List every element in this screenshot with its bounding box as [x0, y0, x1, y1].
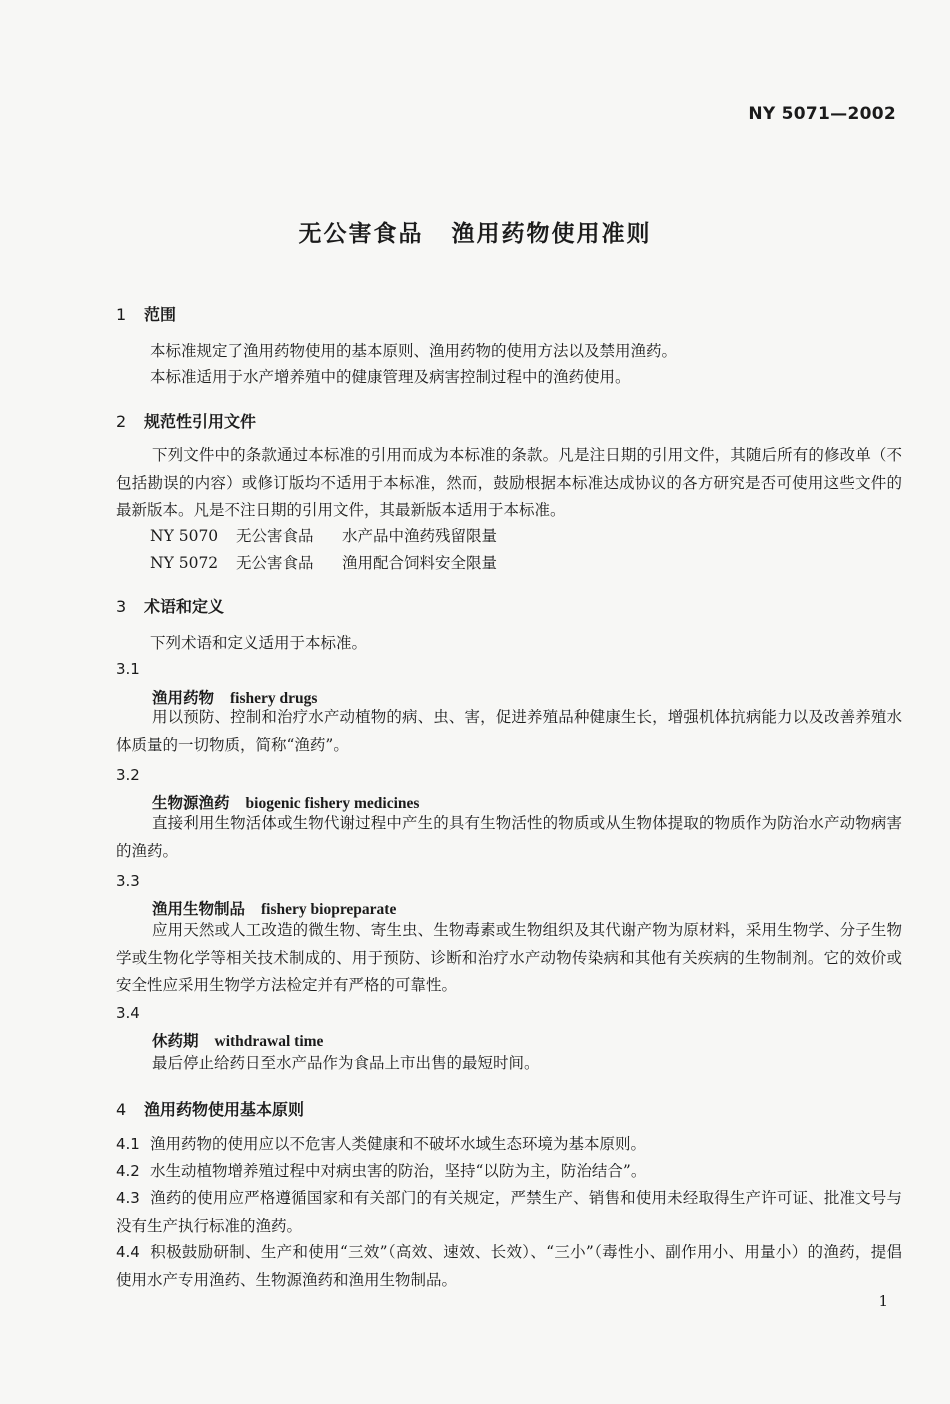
reference-item: NY 5070 无公害食品 水产品中渔药残留限量 — [150, 527, 498, 545]
standard-code: NY 5071—2002 — [748, 104, 896, 124]
clause: 4.4 积极鼓励研制、生产和使用“三效”（高效、速效、长效）、“三小”（毒性小、副作用小、用量小）的渔药，提倡使用水产专用渔药、生物源渔药和渔用生物制品。 — [116, 1243, 902, 1289]
term-number: 3.1 — [116, 660, 140, 678]
term-heading: 渔用药物 fishery drugs — [152, 689, 318, 707]
page-number: 1 — [878, 1292, 888, 1310]
section-2-heading: 2 规范性引用文件 — [116, 412, 257, 431]
term-definition: 直接利用生物活体或生物代谢过程中产生的具有生物活性的物质或从生物体提取的物质作为防治水产动物病害的渔药。 — [116, 814, 902, 860]
section-3-intro: 下列术语和定义适用于本标准。 — [150, 634, 368, 652]
section-4-heading: 4 渔用药物使用基本原则 — [116, 1100, 305, 1119]
section-2-para-1: 下列文件中的条款通过本标准的引用而成为本标准的条款。凡是注日期的引用文件，其随后所有的修改单（不包括勘误的内容）或修订版均不适用于本标准，然而，鼓励根据本标准达成协议的各方研究是否可使用这些文件的最新版本。凡是不注日期的引用文件，其最新版本适用于本标准。 — [116, 446, 902, 519]
title-part2: 渔用药物使用准则 — [451, 221, 652, 247]
term-number: 3.3 — [116, 872, 140, 890]
clause: 4.1 渔用药物的使用应以不危害人类健康和不破坏水域生态环境为基本原则。 — [116, 1135, 647, 1153]
term-heading: 休药期 withdrawal time — [152, 1032, 324, 1050]
section-1-heading: 1 范围 — [116, 305, 177, 324]
reference-item: NY 5072 无公害食品 渔用配合饲料安全限量 — [150, 554, 498, 572]
term-number: 3.2 — [116, 766, 140, 784]
section-3-heading: 3 术语和定义 — [116, 597, 225, 616]
term-definition: 最后停止给药日至水产品作为食品上市出售的最短时间。 — [152, 1054, 540, 1072]
clause: 4.3 渔药的使用应严格遵循国家和有关部门的有关规定，严禁生产、销售和使用未经取得生产许可证、批准文号与没有生产执行标准的渔药。 — [116, 1189, 902, 1235]
section-1-para-2: 本标准适用于水产增养殖中的健康管理及病害控制过程中的渔药使用。 — [150, 368, 631, 386]
clause: 4.2 水生动植物增养殖过程中对病虫害的防治，坚持“以防为主，防治结合”。 — [116, 1162, 647, 1180]
term-heading: 生物源渔药 biogenic fishery medicines — [152, 794, 420, 812]
term-heading: 渔用生物制品 fishery biopreparate — [152, 900, 397, 918]
term-number: 3.4 — [116, 1004, 140, 1022]
document-title — [0, 215, 950, 248]
section-1-para-1: 本标准规定了渔用药物使用的基本原则、渔用药物的使用方法以及禁用渔药。 — [150, 342, 678, 360]
term-definition: 用以预防、控制和治疗水产动植物的病、虫、害，促进养殖品种健康生长，增强机体抗病能力以及改善养殖水体质量的一切物质，简称“渔药”。 — [116, 708, 902, 754]
title-part1: 无公害食品 — [298, 221, 424, 247]
term-definition: 应用天然或人工改造的微生物、寄生虫、生物毒素或生物组织及其代谢产物为原材料，采用生物学、分子生物学或生物化学等相关技术制成的、用于预防、诊断和治疗水产动物传染病和其他有关疾病的生物制剂。它的效价或安全性应采用生物学方法检定并有严格的可靠性。 — [116, 921, 902, 994]
